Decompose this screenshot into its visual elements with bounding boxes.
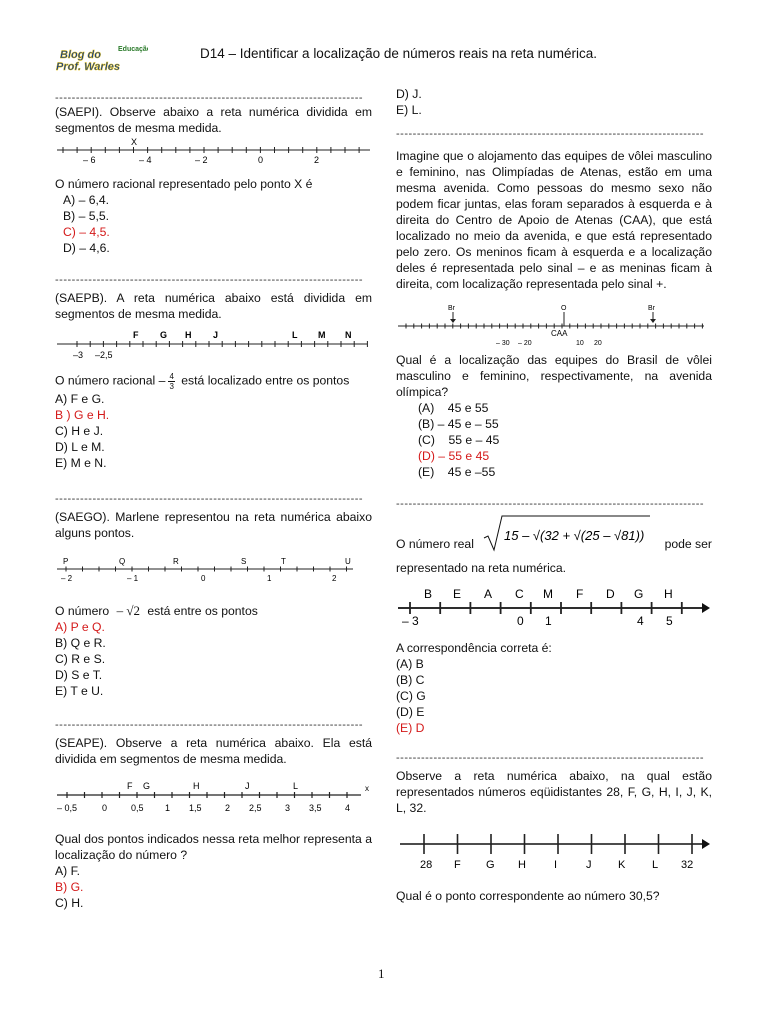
q3-number-line (55, 555, 372, 589)
q3-option: B) Q e R. (55, 636, 106, 650)
q5-tick: – 20 (518, 340, 532, 347)
q4-tick: 2 (225, 803, 231, 813)
q5-tick: 10 (576, 340, 584, 347)
page-number: 1 (378, 966, 385, 981)
q3-tick: 0 (201, 574, 206, 583)
q6-tick: – 3 (402, 614, 419, 628)
q5-label-br-left: Br (448, 305, 455, 312)
q1-option-answer: C) – 4,5. (63, 225, 110, 239)
logo-arc-text: Educação (118, 46, 148, 53)
logo-line2: Prof. Warles (56, 61, 120, 73)
q1-option: B) – 5,5. (63, 209, 110, 223)
q3-tick: – 1 (127, 574, 139, 583)
q6-point: H (664, 587, 673, 601)
q6-option: (C) G (396, 689, 426, 703)
blog-logo (52, 40, 148, 74)
q6-point: B (424, 587, 433, 601)
q1-number-line (55, 136, 372, 172)
q6-point: D (606, 587, 615, 601)
q7-tick: 32 (681, 859, 694, 871)
q4-point: G (143, 781, 151, 791)
q4-tick: 0 (102, 803, 108, 813)
radical-text: 15 – √(32 + √(25 – √81)) (504, 528, 645, 543)
separator: -------------------------------------------------------------------------- (55, 274, 364, 286)
q4-statement: (SEAPE). Observe a reta numérica abaixo. Ela está dividida em segmentos de mesma medida. (55, 736, 372, 766)
q1-tick: 0 (258, 155, 264, 165)
q3-question: O número – √2 está entre os pontos (55, 603, 258, 618)
q4-option: D) J. (396, 87, 422, 101)
q2-tick: –3 (73, 350, 84, 360)
separator: -------------------------------------------------------------------------- (55, 493, 364, 505)
q7-tick: 28 (420, 859, 433, 871)
q6-point: M (543, 587, 553, 601)
radical-expression (482, 514, 654, 554)
q5-number-line (396, 302, 712, 348)
q6-statement-end: representado na reta numérica. (396, 561, 567, 575)
q3-point: Q (119, 557, 126, 566)
q6-point: C (515, 587, 524, 601)
q4-number-line (55, 779, 372, 819)
q1-option: D) – 4,6. (63, 241, 110, 255)
q5-option: (A) 45 e 55 (418, 401, 489, 415)
q3-tick: 1 (267, 574, 272, 583)
q2-option: D) L e M. (55, 440, 105, 454)
q7-tick: F (454, 859, 461, 871)
q5-tick: – 30 (496, 340, 510, 347)
q5-option: (E) 45 e –55 (418, 465, 496, 479)
q6-point: G (634, 587, 644, 601)
fraction-sign: – (158, 373, 166, 388)
q6-option-answer: (E) D (396, 721, 425, 735)
separator: -------------------------------------------------------------------------- (396, 498, 705, 510)
fraction: $\frac{4}{3}$ (169, 372, 174, 391)
q2-point: M (318, 330, 326, 340)
q4-point: L (293, 781, 299, 791)
q2-statement: (SAEPB). A reta numérica abaixo está dividida em segmentos de mesma medida. (55, 291, 372, 321)
q4-point: J (245, 781, 250, 791)
q3-option: C) R e S. (55, 652, 106, 666)
separator: -------------------------------------------------------------------------- (55, 719, 364, 731)
q3-point: S (241, 557, 247, 566)
q3-point: R (173, 557, 179, 566)
q3-option: D) S e T. (55, 668, 103, 682)
q5-caa-label: CAA (551, 329, 568, 338)
q2-point: L (292, 330, 298, 340)
q5-option-answer: (D) – 55 e 45 (418, 449, 490, 463)
left-column (55, 92, 372, 911)
q3-tick: – 2 (61, 574, 73, 583)
right-column (396, 86, 712, 904)
q2-point: N (345, 330, 352, 340)
q5-label-br-right: Br (648, 305, 655, 312)
sqrt-expression: – √2 (116, 603, 140, 618)
q4-tick: 4 (345, 803, 351, 813)
q3-option-answer: A) P e Q. (55, 620, 105, 634)
separator: -------------------------------------------------------------------------- (396, 752, 705, 764)
q2-point: F (133, 330, 139, 340)
q7-tick: L (652, 859, 659, 871)
q4-tick: 3 (285, 803, 291, 813)
q3-point: U (345, 557, 351, 566)
q1-statement: (SAEPI). Observe abaixo a reta numérica dividida em segmentos de mesma medida. (55, 105, 372, 135)
q6-question: A correspondência correta é: (396, 641, 552, 655)
q6-point: F (576, 587, 584, 601)
q4-point: H (193, 781, 200, 791)
q6-point: A (484, 587, 493, 601)
q6-point: E (453, 587, 462, 601)
q4-option-answer: B) G. (55, 880, 84, 894)
separator: -------------------------------------------------------------------------- (396, 128, 705, 140)
q6-option: (A) B (396, 657, 424, 671)
q6-tick: 1 (545, 614, 552, 628)
q5-question: Qual é a localização das equipes do Brasil de vôlei masculino e feminino, respectivamente, na avenida olímpica? (396, 353, 712, 399)
q4-question: Qual dos pontos indicados nessa reta melhor representa a localização do número ? (55, 832, 372, 862)
q2-option: C) H e J. (55, 424, 104, 438)
q2-tick: –2,5 (95, 350, 113, 360)
q3-point: P (63, 557, 69, 566)
q4-option: C) H. (55, 896, 84, 910)
q2-point: G (160, 330, 168, 340)
q2-option-answer: B ) G e H. (55, 408, 110, 422)
q1-tick: – 2 (195, 155, 208, 165)
q7-tick: H (518, 859, 526, 871)
q1-option: A) – 6,4. (63, 193, 110, 207)
q2-option: E) M e N. (55, 456, 107, 470)
q5-option: (C) 55 e – 45 (418, 433, 500, 447)
q3-statement: (SAEGO). Marlene representou na reta numérica abaixo alguns pontos. (55, 510, 372, 540)
q1-tick: – 6 (83, 155, 96, 165)
q5-statement: Imagine que o alojamento das equipes de vôlei masculino e feminino, nas Olimpíadas de Atenas, estão em uma mesma avenida. Como pessoas do mesmo sexo não podem ficar juntas, elas foram separados à esquerda e à direita do Centro de Apoio de Atenas (CAA), que está localizado no meio da avenida, e que está representado pelo zero. Os meninos ficam à esquerda e a localização deles é representada pelo sinal – e as meninas ficam à direita, com localização representada pelo sinal +. (396, 149, 712, 291)
q7-number-line (396, 828, 712, 876)
q2-question: O número racional – $\frac{4}{3}$ está localizado entre os pontos (55, 372, 350, 391)
q7-tick: J (586, 859, 592, 871)
page-title: D14 – Identificar a localização de números reais na reta numérica. (200, 46, 597, 61)
q3-tick: 2 (332, 574, 337, 583)
q7-tick: G (486, 859, 495, 871)
q6-statement: O número real 15 – √(32 + √(25 – √81)) pode ser (396, 514, 712, 560)
q4-tick: – 0,5 (57, 803, 78, 813)
q4-tick: 1 (165, 803, 171, 813)
q3-point: T (281, 557, 286, 566)
q3-option: E) T e U. (55, 684, 104, 698)
q7-statement: Observe a reta numérica abaixo, na qual estão representados números eqüidistantes 28, F, G, H, I, J, K, L, 32. (396, 769, 712, 815)
q2-number-line (55, 328, 372, 366)
q4-tick: 2,5 (249, 803, 262, 813)
logo-line1: Blog do (60, 49, 101, 61)
q6-tick: 0 (517, 614, 524, 628)
separator: -------------------------------------------------------------------------- (55, 92, 364, 104)
q6-option: (B) C (396, 673, 425, 687)
q7-question: Qual é o ponto correspondente ao número 30,5? (396, 889, 660, 903)
q4-tick: 0,5 (131, 803, 144, 813)
q4-point: F (127, 781, 133, 791)
q1-question: O número racional representado pelo ponto X é (55, 177, 313, 191)
q4-option: E) L. (396, 103, 422, 117)
q5-label-zero: O (561, 305, 567, 312)
q1-point-x: X (131, 137, 138, 147)
q6-tick: 5 (666, 614, 673, 628)
q2-point: H (185, 330, 192, 340)
q4-tick: 3,5 (309, 803, 322, 813)
q6-tick: 4 (637, 614, 644, 628)
q2-option: A) F e G. (55, 392, 105, 406)
q1-tick: 2 (314, 155, 320, 165)
q2-point: J (213, 330, 219, 340)
q6-number-line (396, 586, 712, 636)
q4-option: A) F. (55, 864, 81, 878)
q6-option: (D) E (396, 705, 425, 719)
q7-tick: I (554, 859, 558, 871)
q4-tick: 1,5 (189, 803, 202, 813)
q5-option: (B) – 45 e – 55 (418, 417, 499, 431)
q1-tick: – 4 (139, 155, 152, 165)
q7-tick: K (618, 859, 626, 871)
q4-axis-label: x (365, 784, 369, 793)
q5-tick: 20 (594, 340, 602, 347)
